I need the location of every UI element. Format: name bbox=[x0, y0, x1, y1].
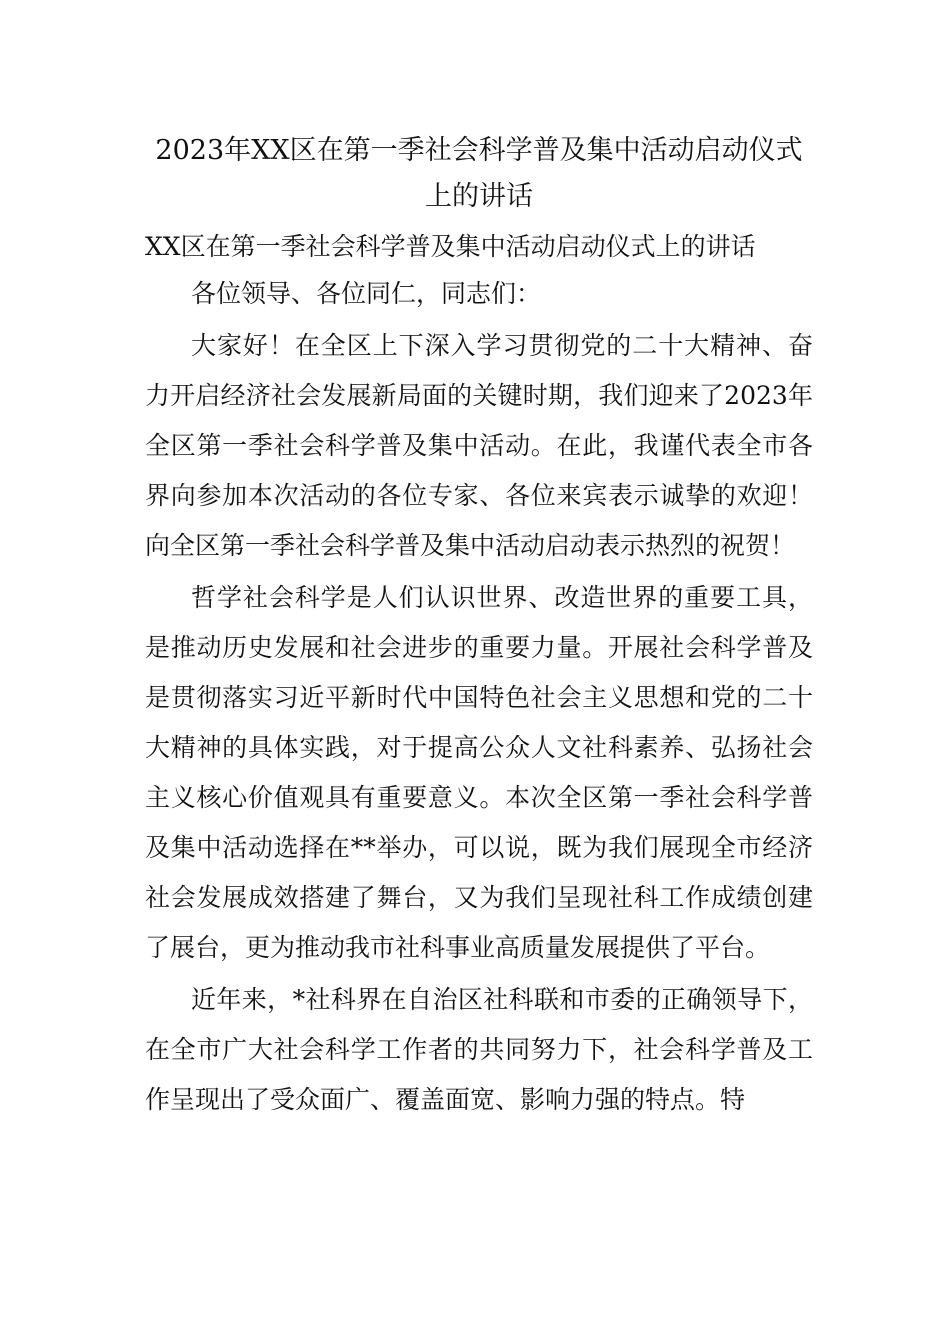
document-title: 2023年XX区在第一季社会科学普及集中活动启动仪式上的讲话 bbox=[155, 135, 803, 212]
document-subtitle: XX区在第一季社会科学普及集中活动启动仪式上的讲话 bbox=[145, 232, 756, 261]
greeting-line: 各位领导、各位同仁，同志们： bbox=[191, 279, 542, 308]
document-page bbox=[145, 128, 813, 1125]
paragraph-recent-years: 近年来，*社科界在自治区社科联和市委的正确领导下，在全市广大社会科学工作者的共同努力下，社会科学普及工作呈现出了受众面广、覆盖面宽、影响力强的特点。特 bbox=[145, 985, 813, 1114]
paragraph-opening: 大家好！在全区上下深入学习贯彻党的二十大精神、奋力开启经济社会发展新局面的关键时期，我们迎来了2023年全区第一季社会科学普及集中活动。在此，我谨代表全市各界向参加本次活动的各位专家、各位来宾表示诚挚的欢迎！向全区第一季社会科学普及集中活动启动表示热烈的祝贺！ bbox=[145, 331, 813, 560]
paragraph-philosophy: 哲学社会科学是人们认识世界、改造世界的重要工具，是推动历史发展和社会进步的重要力量。开展社会科学普及是贯彻落实习近平新时代中国特色社会主义思想和党的二十大精神的具体实践，对于提高公众人文社科素养、弘扬社会主义核心价值观具有重要意义。本次全区第一季社会科学普及集中活动选择在**举办，可以说，既为我们展现全市经济社会发展成效搭建了舞台，又为我们呈现社科工作成绩创建了展台，更为推动我市社科事业高质量发展提供了平台。 bbox=[145, 583, 813, 962]
